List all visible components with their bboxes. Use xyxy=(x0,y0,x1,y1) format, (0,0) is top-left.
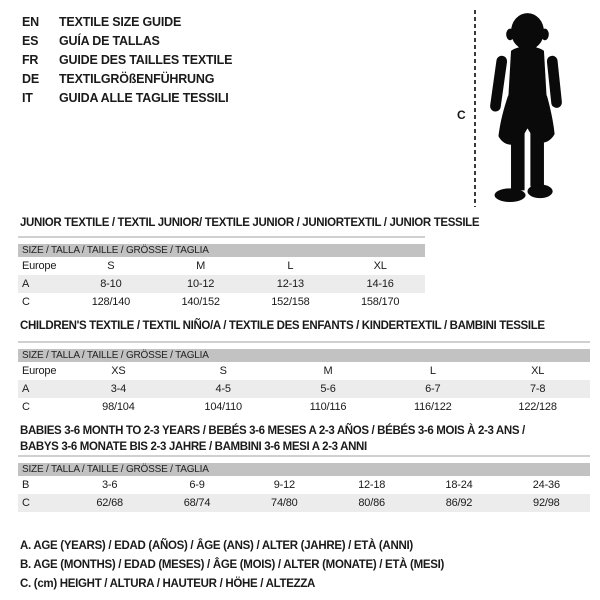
table-topline xyxy=(18,455,590,457)
language-row xyxy=(22,70,232,89)
table-cell: 128/140 xyxy=(91,296,131,308)
language-row xyxy=(22,13,232,32)
table-cell: 80/86 xyxy=(358,497,385,509)
table-cell: 6-7 xyxy=(425,383,441,395)
babies-section-title-line2: BABYS 3-6 MONATE BIS 2-3 JAHRE / BAMBINI 3-6 MESI A 2-3 ANNI xyxy=(20,441,367,453)
table-cell: M xyxy=(323,365,333,377)
language-label: GUIDA ALLE TAGLIE TESSILI xyxy=(59,91,229,105)
table-row xyxy=(18,380,590,398)
table-cell: XS xyxy=(111,365,126,377)
measure-legend xyxy=(20,537,444,594)
size-header-bar: SIZE / TALLA / TAILLE / GRÖSSE / TAGLIA xyxy=(18,349,590,362)
language-label: TEXTILGRÖßENFÜHRUNG xyxy=(59,72,215,86)
babies-section-title-line1: BABIES 3-6 MONTH TO 2-3 YEARS / BEBÉS 3-6 MESES A 2-3 AÑOS / BÉBÉS 3-6 MOIS À 2-3 ANS / xyxy=(20,425,525,437)
row-label: Europe xyxy=(22,260,57,272)
height-measure-dashed-line xyxy=(474,10,476,207)
table-cell: 3-4 xyxy=(110,383,127,395)
table-cell: 62/68 xyxy=(96,497,123,509)
table-cell: 86/92 xyxy=(445,497,473,509)
table-cell: XL xyxy=(531,365,545,377)
table-topline xyxy=(18,341,590,343)
table-topline xyxy=(18,236,425,238)
row-label: C xyxy=(22,401,30,413)
table-row xyxy=(18,494,590,512)
language-code: EN xyxy=(22,15,39,29)
language-label: GUÍA DE TALLAS xyxy=(59,34,160,48)
table-cell: 74/80 xyxy=(271,497,298,509)
language-row xyxy=(22,89,232,108)
language-list xyxy=(22,13,232,108)
children-section-title: CHILDREN'S TEXTILE / TEXTIL NIÑO/A / TEXTILE DES ENFANTS / KINDERTEXTIL / BAMBINI TESSILE xyxy=(20,320,545,332)
row-label: A xyxy=(22,278,30,290)
table-cell: 18-24 xyxy=(445,479,473,491)
table-cell: 4-5 xyxy=(215,383,231,395)
table-cell: 9-12 xyxy=(273,479,295,491)
table-cell: M xyxy=(196,260,206,272)
row-label: C xyxy=(22,296,30,308)
babies-size-table xyxy=(18,455,590,512)
row-label: Europe xyxy=(22,365,57,377)
language-code: IT xyxy=(22,91,33,105)
table-row xyxy=(18,362,590,380)
table-cell: L xyxy=(287,260,294,272)
toddler-silhouette-icon xyxy=(481,10,573,208)
table-cell: L xyxy=(429,365,436,377)
table-cell: 5-6 xyxy=(320,383,336,395)
language-row xyxy=(22,32,232,51)
junior-size-table xyxy=(18,236,425,311)
table-cell: 104/110 xyxy=(204,401,242,413)
language-code: FR xyxy=(22,53,39,67)
table-cell: 14-16 xyxy=(366,278,394,290)
table-cell: 10-12 xyxy=(187,278,215,290)
table-cell: 152/158 xyxy=(271,296,310,308)
table-row xyxy=(18,293,425,311)
children-size-table xyxy=(18,341,590,416)
row-label: A xyxy=(22,383,30,395)
table-cell: 122/128 xyxy=(518,401,557,413)
table-cell: 12-18 xyxy=(358,479,386,491)
table-cell: 116/122 xyxy=(414,401,452,413)
language-code: DE xyxy=(22,72,39,86)
table-cell: 3-6 xyxy=(102,479,118,491)
table-cell: 140/152 xyxy=(181,296,220,308)
table-cell: 68/74 xyxy=(183,497,211,509)
language-code: ES xyxy=(22,34,39,48)
table-cell: S xyxy=(107,260,115,272)
legend-line-a: A. AGE (YEARS) / EDAD (AÑOS) / ÂGE (ANS) / ALTER (JAHRE) / ETÀ (ANNI) xyxy=(20,540,413,552)
table-cell: 92/98 xyxy=(533,497,560,509)
table-cell: 98/104 xyxy=(102,401,135,413)
size-header-bar: SIZE / TALLA / TAILLE / GRÖSSE / TAGLIA xyxy=(18,463,590,476)
table-cell: XL xyxy=(373,260,387,272)
table-row xyxy=(18,257,425,275)
table-cell: 158/170 xyxy=(360,296,400,308)
table-cell: 12-13 xyxy=(276,278,304,290)
junior-section-title: JUNIOR TEXTILE / TEXTIL JUNIOR/ TEXTILE JUNIOR / JUNIORTEXTIL / JUNIOR TESSILE xyxy=(20,217,480,229)
table-row xyxy=(18,275,425,293)
measure-letter-c: C xyxy=(457,108,466,122)
table-row xyxy=(18,476,590,494)
language-label: GUIDE DES TAILLES TEXTILE xyxy=(59,53,233,67)
row-label: B xyxy=(22,479,30,491)
table-cell: S xyxy=(219,365,227,377)
legend-line-c: C. (cm) HEIGHT / ALTURA / HAUTEUR / HÖHE / ALTEZZA xyxy=(20,578,316,590)
table-cell: 7-8 xyxy=(529,383,546,395)
legend-line-b: B. AGE (MONTHS) / EDAD (MESES) / ÂGE (MOIS) / ALTER (MONATE) / ETÀ (MESI) xyxy=(20,559,445,571)
language-label: TEXTILE SIZE GUIDE xyxy=(59,15,182,29)
language-row xyxy=(22,51,232,70)
table-cell: 110/116 xyxy=(309,401,347,413)
table-cell: 24-36 xyxy=(532,479,560,491)
table-cell: 6-9 xyxy=(189,479,205,491)
row-label: C xyxy=(22,497,30,509)
size-header-bar: SIZE / TALLA / TAILLE / GRÖSSE / TAGLIA xyxy=(18,244,425,257)
table-cell: 8-10 xyxy=(100,278,122,290)
table-row xyxy=(18,398,590,416)
